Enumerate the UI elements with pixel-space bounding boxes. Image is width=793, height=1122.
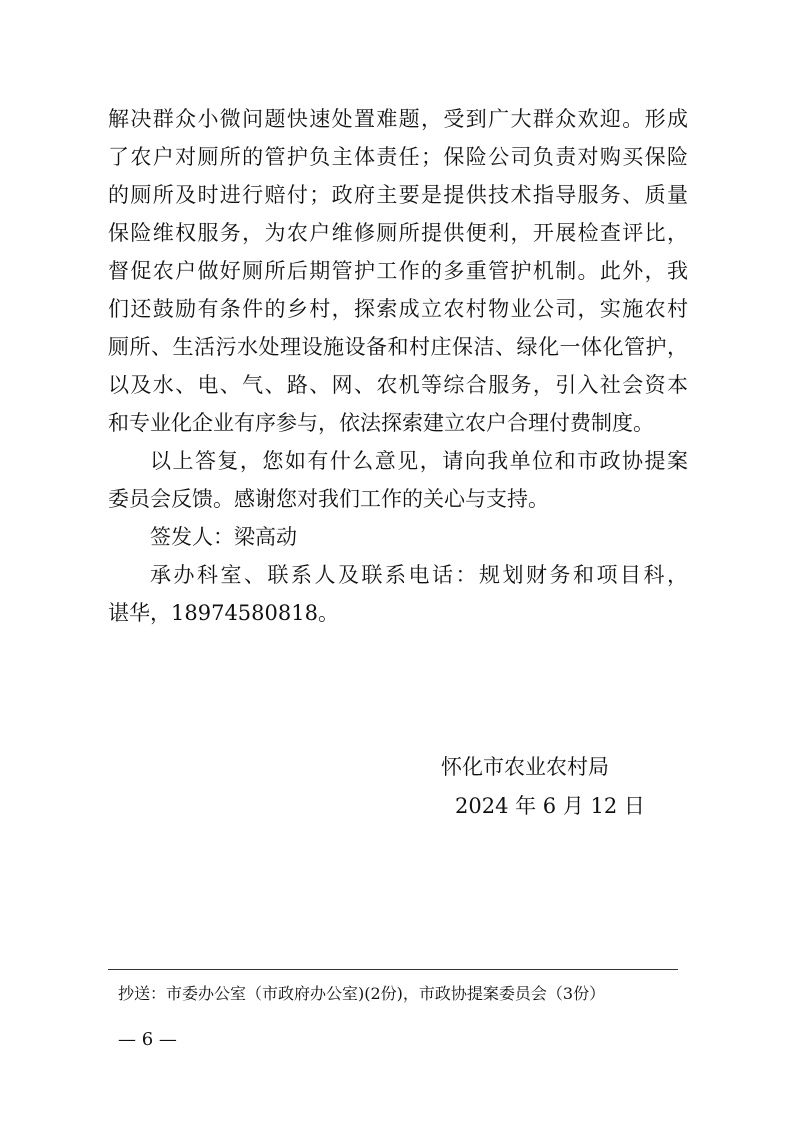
paragraph-line: 解决群众小微问题快速处置难题，受到广大群众欢迎。形成 [108,107,688,131]
reply-paragraph-line: 委员会反馈。感谢您对我们工作的关心与支持。 [108,487,549,511]
issuer-line: 签发人：梁高动 [150,525,297,549]
contact-line: 谌华，18974580818。 [108,601,339,625]
contact-line: 承办科室、联系人及联系电话：规划财务和项目科， [150,563,688,587]
paragraph-line: 的厕所及时进行赔付；政府主要是提供技术指导服务、质量 [108,183,688,207]
paragraph-line: 保险维权服务，为农户维修厕所提供便利，开展检查评比， [108,221,688,245]
signature-date: 2024 年 6 月 12 日 [455,794,645,818]
page-number: — 6 — [118,1029,177,1050]
cc-line: 抄送：市委办公室（市政府办公室)(2份)，市政协提案委员会（3份） [118,984,606,1003]
paragraph-line: 督促农户做好厕所后期管护工作的多重管护机制。此外，我 [108,259,688,283]
paragraph-line: 以及水、电、气、路、网、农机等综合服务，引入社会资本 [108,373,688,397]
paragraph-line: 们还鼓励有条件的乡村，探索成立农村物业公司，实施农村 [108,297,688,321]
reply-paragraph-line: 以上答复，您如有什么意见，请向我单位和市政协提案 [150,449,688,473]
body-text [108,100,688,632]
paragraph-line: 和专业化企业有序参与，依法探索建立农户合理付费制度。 [108,411,654,435]
paragraph-line: 厕所、生活污水处理设施设备和村庄保洁、绿化一体化管护， [108,335,688,359]
paragraph-line: 了农户对厕所的管护负主体责任；保险公司负责对购买保险 [108,145,688,169]
footer-divider [108,969,678,970]
signature-organization: 怀化市农业农村局 [441,755,609,779]
